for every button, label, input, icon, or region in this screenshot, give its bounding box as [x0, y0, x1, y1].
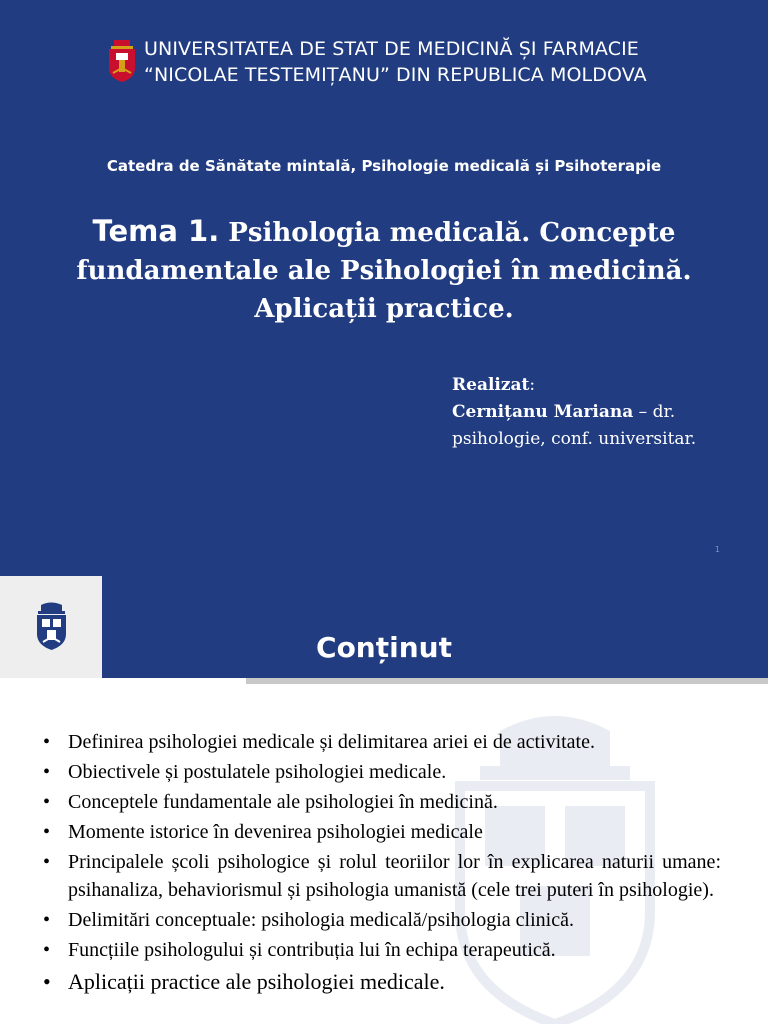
author-label-line: [452, 372, 696, 399]
topic-line1: Psihologia medicală. Concepte: [228, 218, 676, 248]
author-label: Realizat: [452, 375, 530, 395]
list-item: • Delimitări conceptuale: psihologia medicală/psihologia clinică.: [40, 906, 721, 934]
bullet-icon: •: [43, 761, 51, 783]
logo-box: [0, 576, 102, 678]
bullet-icon: •: [43, 909, 51, 931]
bullet-icon: •: [43, 791, 51, 813]
bullet-icon: •: [43, 969, 51, 994]
contents-list: [40, 728, 721, 1000]
page-number: 1: [714, 545, 720, 554]
topic-title-line1: [40, 212, 728, 252]
slide-title: Conținut: [316, 631, 452, 664]
list-item: • Definirea psihologiei medicale și delimitarea ariei ei de activitate.: [40, 728, 721, 756]
list-item: • Aplicații practice ale psihologiei medicale.: [40, 966, 721, 998]
author-name: Cernițanu Mariana: [452, 402, 634, 422]
bullet-icon: •: [43, 731, 51, 753]
university-name: [144, 36, 647, 88]
topic-line3: Aplicații practice.: [254, 294, 514, 324]
university-crest-icon: [107, 40, 137, 82]
bullet-icon: •: [43, 851, 51, 873]
university-crest-icon: [35, 602, 68, 650]
author-block: [452, 372, 696, 453]
author-colon: :: [529, 375, 536, 395]
list-item: • Momente istorice în devenirea psihologiei medicale: [40, 818, 721, 846]
list-item: • Obiectivele și postulatele psihologiei medicale.: [40, 758, 721, 786]
list-item: • Conceptele fundamentale ale psihologiei în medicină.: [40, 788, 721, 816]
list-item: • Funcțiile psihologului și contribuția lui în echipa terapeutică.: [40, 936, 721, 964]
title-underline-bar: [246, 678, 768, 684]
author-title-line2: psihologie, conf. universitar.: [452, 429, 697, 449]
contents-slide: [0, 576, 768, 1024]
bullet-icon: •: [43, 821, 51, 843]
author-name-line: [452, 399, 696, 426]
topic-line2: fundamentale ale Psihologiei în medicină.: [76, 256, 692, 286]
topic-title: [40, 212, 728, 328]
university-name-line2: “NICOLAE TESTEMIȚANU” DIN REPUBLICA MOLDOVA: [144, 64, 647, 86]
university-name-line1: UNIVERSITATEA DE STAT DE MEDICINĂ ȘI FARMACIE: [144, 38, 639, 60]
topic-label: Tema 1.: [92, 214, 220, 248]
list-item: • Principalele școli psihologice și rolul teoriilor lor în explicarea naturii umane: psihanaliza, behaviorismul și psihologia umanistă (cele trei puteri în psihologie).: [40, 848, 721, 904]
department-name: Catedra de Sănătate mintală, Psihologie medicală și Psihoterapie: [106, 157, 662, 175]
author-title-line1: – dr.: [633, 402, 676, 422]
bullet-icon: •: [43, 939, 51, 961]
